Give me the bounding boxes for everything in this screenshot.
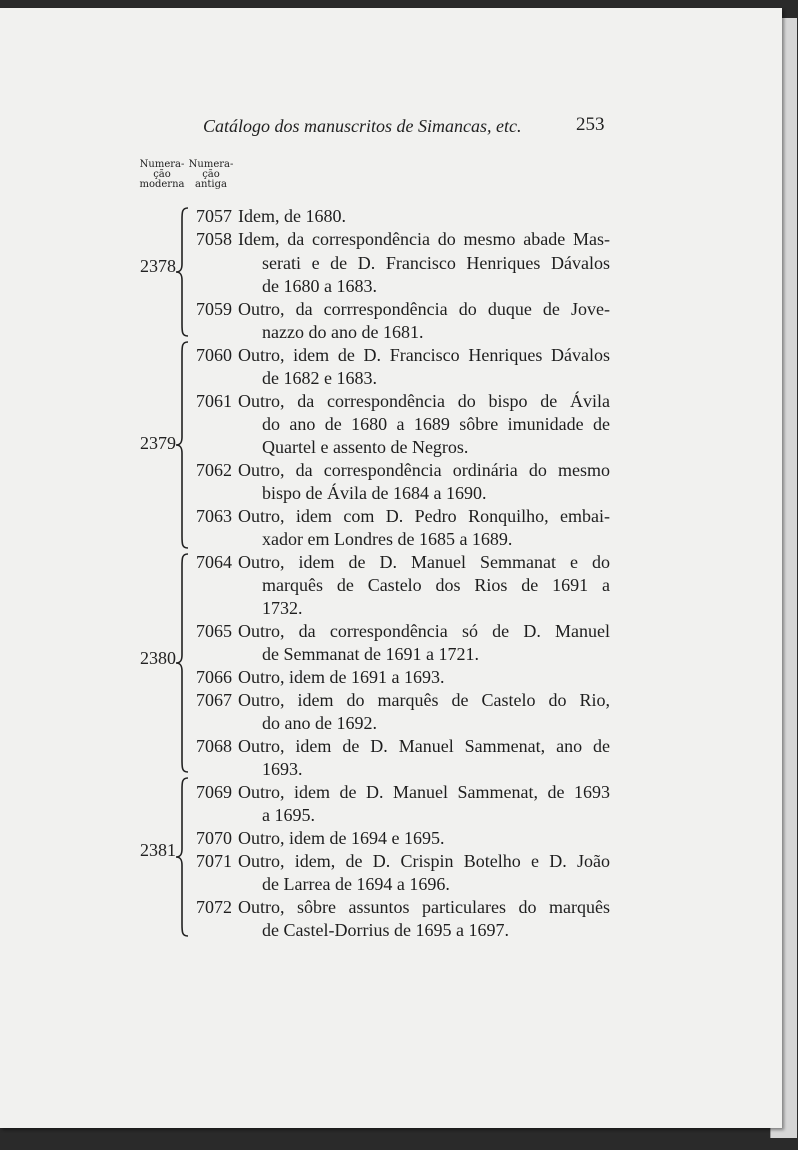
entry-text: Outro, da correspondência só de D. Manuel (238, 621, 610, 641)
book-page (0, 8, 782, 1128)
page-number: 253 (576, 114, 605, 135)
entry-text: de Semmanat de 1691 a 1721. (262, 644, 479, 664)
entry-line (196, 505, 610, 527)
entry-number: 7064 (196, 552, 232, 572)
entry-number: 7062 (196, 460, 232, 480)
entry-text: Outro, idem com D. Pedro Ronquilho, embai- (238, 506, 610, 526)
entry-text: xador em Londres de 1685 a 1689. (262, 529, 513, 549)
entry-number: 7072 (196, 897, 232, 917)
entry-number: 7061 (196, 391, 232, 411)
entry-text: de 1680 a 1683. (262, 276, 377, 296)
entry-line (196, 689, 610, 711)
entry-number: 7066 (196, 667, 232, 687)
entry-text: Outro, da correspondência do bispo de Ávila (238, 391, 610, 411)
entry-text: serati e de D. Francisco Henriques Dávalos (262, 253, 610, 273)
volume-number: 2379 (140, 433, 176, 453)
entry-text: Outro, idem, de D. Crispin Botelho e D. João (238, 851, 610, 871)
entry-line (196, 344, 610, 366)
entry-text: de 1682 e 1683. (262, 368, 377, 388)
entry-line (196, 228, 610, 250)
entry-text: Outro, idem de D. Francisco Henriques Dávalos (238, 345, 610, 365)
entry-number: 7058 (196, 229, 232, 249)
volume-number: 2381 (140, 840, 176, 860)
brace-2378 (168, 206, 194, 338)
entry-text: 1693. (262, 759, 303, 779)
entry-line (196, 298, 610, 320)
entry-text: Outro, idem de 1691 a 1693. (238, 667, 445, 687)
entry-line (196, 896, 610, 918)
column-header-line: ção (153, 169, 171, 180)
running-title: Catálogo dos manuscritos de Simancas, etc. (203, 116, 522, 136)
entry-number: 7071 (196, 851, 232, 871)
entry-text: do ano de 1680 a 1689 sôbre imunidade de (262, 414, 610, 434)
entry-number: 7063 (196, 506, 232, 526)
brace-2380 (168, 552, 194, 774)
entry-line (196, 205, 346, 227)
entry-line (196, 620, 610, 642)
entry-text: Outro, idem de D. Manuel Semmanat e do (238, 552, 610, 572)
entry-text: Idem, de 1680. (238, 206, 346, 226)
entry-text: marquês de Castelo dos Rios de 1691 a (262, 575, 610, 595)
entry-text: do ano de 1692. (262, 713, 377, 733)
entry-text: Idem, da correspondência do mesmo abade Mas- (238, 229, 610, 249)
entry-text: Outro, idem de D. Manuel Sammenat, ano de (238, 736, 610, 756)
entry-line (196, 459, 610, 481)
entry-line (196, 666, 444, 688)
entry-line (196, 735, 610, 757)
entry-number: 7059 (196, 299, 232, 319)
brace-2381 (168, 776, 194, 938)
entry-text: 1732. (262, 598, 303, 618)
entry-text: Outro, da correspondência ordinária do mesmo (238, 460, 610, 480)
entry-line (196, 551, 610, 573)
entry-text: a 1695. (262, 805, 315, 825)
entry-number: 7070 (196, 828, 232, 848)
entry-number: 7060 (196, 345, 232, 365)
entry-line (196, 827, 444, 849)
volume-number: 2378 (140, 256, 176, 276)
entry-text: de Larrea de 1694 a 1696. (262, 874, 450, 894)
entry-line (196, 781, 610, 803)
entry-text: de Castel-Dorrius de 1695 a 1697. (262, 920, 509, 940)
entry-number: 7067 (196, 690, 232, 710)
entry-text: nazzo do ano de 1681. (262, 322, 424, 342)
column-header-line: antiga (195, 179, 227, 190)
entry-text: Outro, idem de 1694 e 1695. (238, 828, 445, 848)
column-header-antiga (186, 160, 236, 190)
entry-text: bispo de Ávila de 1684 a 1690. (262, 483, 487, 503)
brace-2379 (168, 340, 194, 550)
entry-number: 7065 (196, 621, 232, 641)
entry-text: Outro, idem de D. Manuel Sammenat, de 1693 (238, 782, 610, 802)
entry-line (196, 850, 610, 872)
entry-text: Outro, idem do marquês de Castelo do Rio, (238, 690, 610, 710)
column-header-moderna (134, 160, 190, 190)
column-header-line: moderna (139, 179, 185, 190)
entry-number: 7057 (196, 206, 232, 226)
entry-text: Quartel e assento de Negros. (262, 437, 469, 457)
entry-text: Outro, da corrrespondência do duque de Jove- (238, 299, 610, 319)
entry-number: 7069 (196, 782, 232, 802)
entry-text: Outro, sôbre assuntos particulares do marquês (238, 897, 610, 917)
column-header-line: Numera- (188, 159, 234, 170)
column-header-line: Numera- (139, 159, 185, 170)
entry-line (196, 390, 610, 412)
column-header-line: ção (202, 169, 220, 180)
entry-number: 7068 (196, 736, 232, 756)
volume-number: 2380 (140, 648, 176, 668)
